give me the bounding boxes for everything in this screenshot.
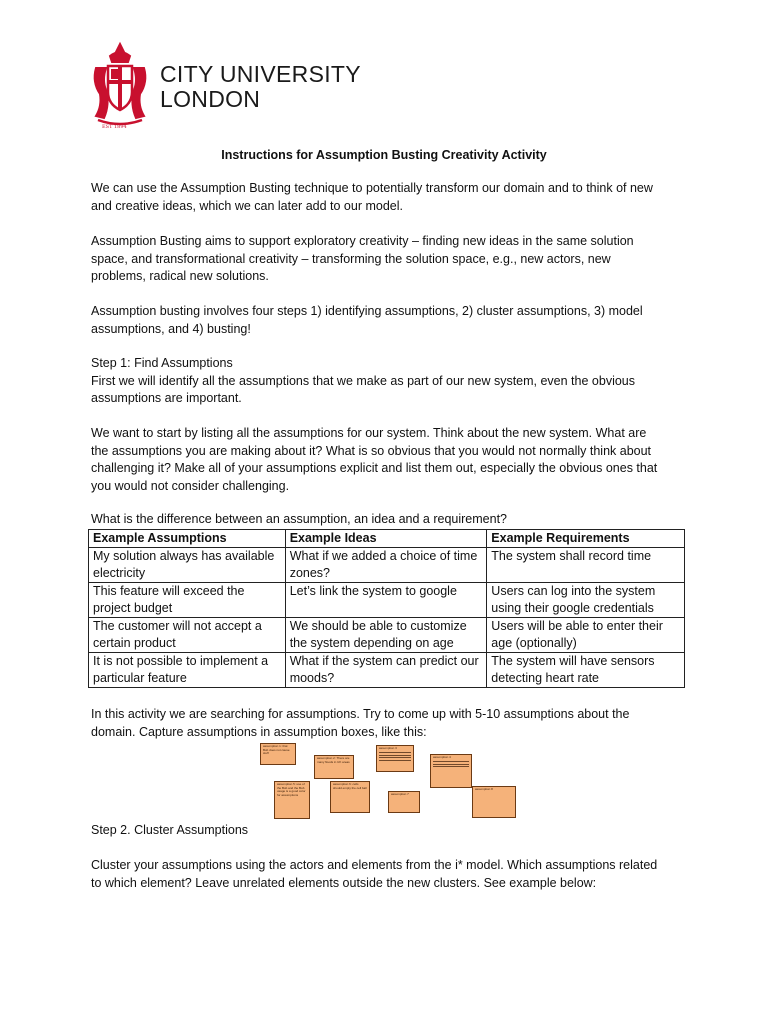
table-cell: This feature will exceed the project budget	[89, 583, 286, 618]
table-header-row	[89, 530, 685, 548]
text-line: assumptions are important.	[91, 391, 242, 406]
table-cell: It is not possible to implement a particular feature	[89, 653, 286, 688]
text-line: problems, radical new solutions.	[91, 269, 269, 284]
table-cell: The system shall record time	[487, 548, 685, 583]
text-line: and creative ideas, which we can later add to our model.	[91, 198, 403, 213]
text-line: Assumption Busting aims to support exploratory creativity – finding new ideas in the same solution	[91, 234, 634, 248]
table-row	[89, 618, 685, 653]
text-line: challenging it? Make all of your assumptions explicit and list them out, especially the obvious ones that	[91, 461, 658, 476]
table-cell: Users can log into the system using their google credentials	[487, 583, 685, 618]
note-text: assumption 3	[379, 746, 397, 750]
university-name	[160, 62, 361, 112]
text-line: you would not consider challenging.	[91, 478, 290, 493]
table-cell: My solution always has available electricity	[89, 548, 286, 583]
step2-heading: Step 2. Cluster Assumptions	[91, 823, 249, 837]
assumption-note	[314, 755, 354, 779]
column-header: Example Requirements	[487, 530, 685, 548]
table-row	[89, 653, 685, 688]
note-text: assumption 5: use of the Bob and the Bob usage is a good color for assumptions	[277, 782, 306, 797]
column-header: Example Ideas	[285, 530, 487, 548]
note-text: assumption 4	[433, 755, 451, 759]
note-text: assumption 6: cells should empty the cell ball	[333, 782, 367, 790]
text-line: In this activity we are searching for assumptions. Try to come up with 5-10 assumptions about the	[91, 707, 630, 721]
table-cell: The customer will not accept a certain product	[89, 618, 286, 653]
table-row	[89, 583, 685, 618]
assumption-note	[388, 791, 420, 813]
intro-paragraph	[91, 180, 691, 215]
table-cell: The system will have sensors detecting heart rate	[487, 653, 685, 688]
text-line: Cluster your assumptions using the actors and elements from the i* model. Which assumptions related	[91, 858, 658, 872]
text-line: space, and transformational creativity – transforming the solution space, e.g., new actors, new	[91, 251, 611, 266]
assumption-note	[376, 745, 414, 772]
table-question: What is the difference between an assumption, an idea and a requirement?	[91, 512, 508, 526]
assumption-boxes-figure	[258, 741, 518, 819]
table-cell: What if the system can predict our moods?	[285, 653, 487, 688]
assumption-note	[274, 781, 310, 819]
note-text: assumption 7	[391, 792, 409, 796]
note-text: assumption 1: that Bob does not cause stuff	[263, 744, 290, 756]
step1-section	[91, 355, 691, 408]
table-cell: What if we added a choice of time zones?	[285, 548, 487, 583]
text-line: We can use the Assumption Busting technique to potentially transform our domain and to think of new	[91, 181, 653, 195]
assumption-note	[260, 743, 296, 765]
creativity-paragraph	[91, 233, 691, 286]
step1-heading: Step 1: Find Assumptions	[91, 356, 233, 370]
university-name-line1: CITY UNIVERSITY	[160, 61, 361, 87]
assumption-note	[430, 754, 472, 788]
text-line: the assumptions you are making about it? What is so obvious that you would not normally think about	[91, 443, 652, 458]
steps-paragraph	[91, 303, 691, 338]
assumption-note	[472, 786, 516, 818]
assumption-note	[330, 781, 370, 813]
cluster-paragraph	[91, 857, 691, 892]
table-cell: Let’s link the system to google	[285, 583, 487, 618]
text-line: We want to start by listing all the assumptions for our system. Think about the new system. What are	[91, 426, 647, 440]
note-text: assumption 2: There are many floods in UK areas	[317, 756, 350, 764]
table-cell: We should be able to customize the system depending on age	[285, 618, 487, 653]
note-text: assumption 8	[475, 787, 493, 791]
examples-table	[88, 529, 685, 688]
activity-paragraph	[91, 706, 691, 741]
university-logo	[88, 38, 368, 138]
text-line: Assumption busting involves four steps 1) identifying assumptions, 2) cluster assumptions, 3) model	[91, 304, 643, 318]
listing-paragraph	[91, 425, 691, 495]
university-name-line2: LONDON	[160, 86, 261, 112]
table-cell: Users will be able to enter their age (optionally)	[487, 618, 685, 653]
crest-icon	[88, 38, 152, 130]
text-line: First we will identify all the assumptions that we make as part of our new system, even the obvious	[91, 373, 635, 388]
text-line: to which element? Leave unrelated elements outside the new clusters. See example below:	[91, 875, 597, 890]
table-row	[89, 548, 685, 583]
column-header: Example Assumptions	[89, 530, 286, 548]
text-line: assumptions, and 4) busting!	[91, 321, 251, 336]
document-title: Instructions for Assumption Busting Creativity Activity	[221, 148, 547, 162]
established-label: EST 1894	[102, 124, 127, 130]
text-line: domain. Capture assumptions in assumption boxes, like this:	[91, 724, 427, 739]
